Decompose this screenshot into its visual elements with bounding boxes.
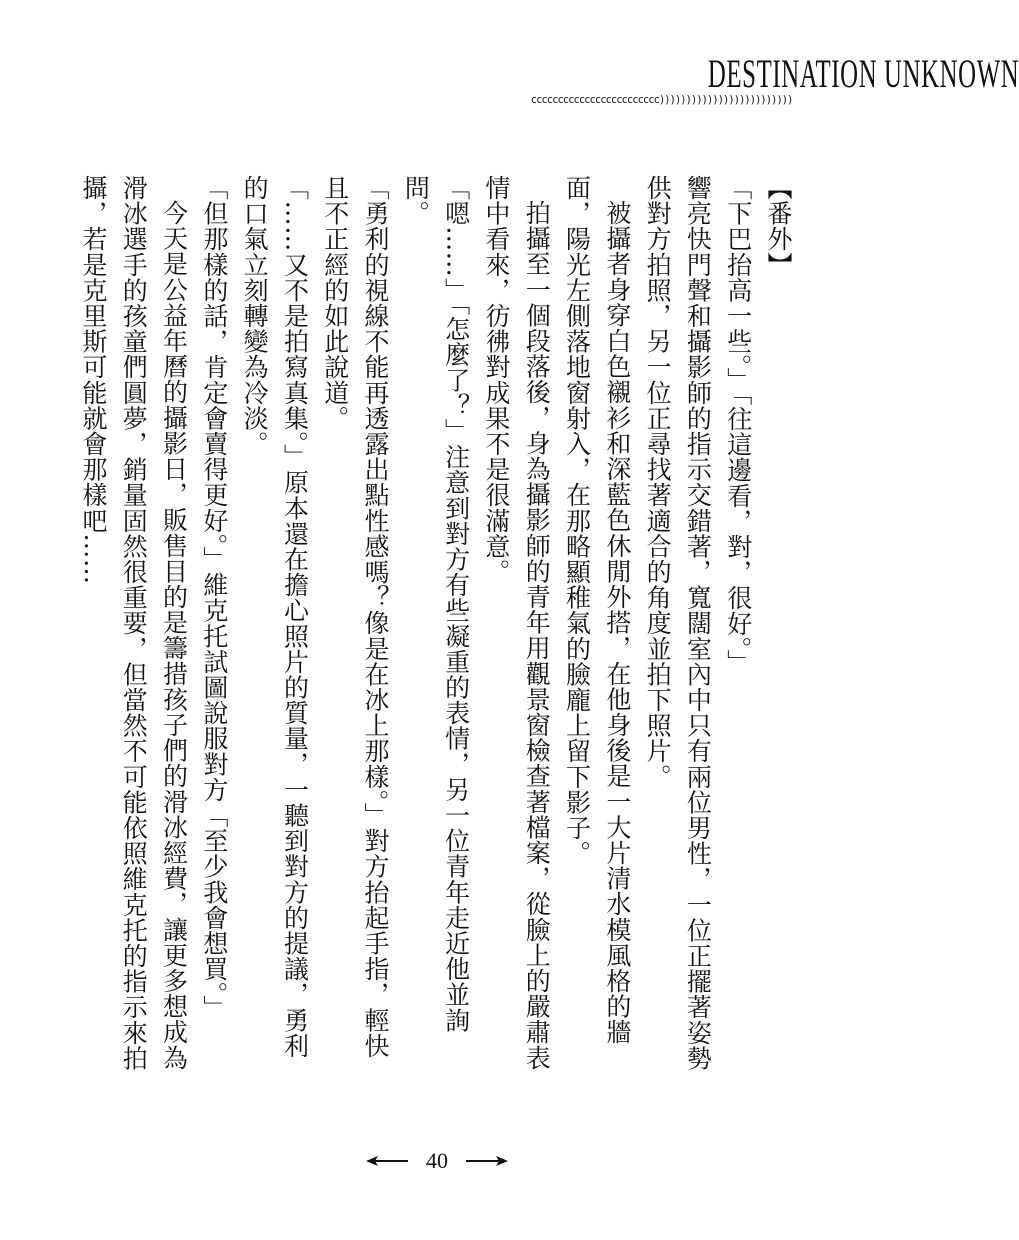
- book-title: DESTINATION UNKNOWN: [707, 51, 1019, 96]
- paragraph: 今天是公益年曆的攝影日，販售目的是籌措孩子們的滑冰經費，讓更多想成為滑冰選手的孩童們圓夢，銷量固然很重要，但當然不可能依照維克托的指示來拍攝，若是克里斯可能就會那樣吧……: [78, 175, 189, 1071]
- paragraph: 「勇利的視線不能再透露出點性感嗎？像是在冰上那樣。」對方抬起手指，輕快且不正經的如此說道。: [320, 175, 391, 1059]
- paragraph: 「但那樣的話，肯定會賣得更好。」維克托試圖說服對方「至少我會想買。」: [199, 175, 229, 1021]
- running-header: [517, 51, 1019, 106]
- vertical-text-body: [78, 175, 798, 1075]
- page-footer: [0, 1148, 874, 1174]
- page-number: 40: [426, 1148, 448, 1173]
- paragraph: 「……又不是拍寫真集。」原本還在擔心照片的質量，一聽到對方的提議，勇利的口氣立刻轉變為冷淡。: [240, 175, 310, 1059]
- paragraph: 響亮快門聲和攝影師的指示交錯著，寬闊室內中只有兩位男性，一位正擺著姿勢供對方拍照，另一位正尋找著適合的角度並拍下照片。: [643, 175, 713, 1071]
- header-ornament: cccccccccccccccccccccccc))))))))))))))))))))))))): [530, 93, 793, 106]
- section-heading: 【番外】: [764, 175, 793, 278]
- paragraph: 被攝者身穿白色襯衫和深藍色休閒外搭，在他身後是一大片清水模風格的牆面，陽光左側落地窗射入，在那略顯稚氣的臉龐上留下影子。: [562, 175, 632, 1045]
- paragraph: 「下巴抬高一些。」「往這邊看，對，很好。」: [723, 175, 753, 676]
- right-arrow-ornament-icon: [466, 1154, 508, 1168]
- paragraph: 拍攝至一個段落後，身為攝影師的青年用觀景窗檢查著檔案，從臉上的嚴肅表情中看來，彷彿對成果不是很滿意。: [481, 175, 552, 1071]
- paragraph: 「嗯……」「怎麼了？」注意到對方有些凝重的表情，另一位青年走近他並詢問。: [401, 175, 471, 1033]
- left-arrow-ornament-icon: [366, 1154, 408, 1168]
